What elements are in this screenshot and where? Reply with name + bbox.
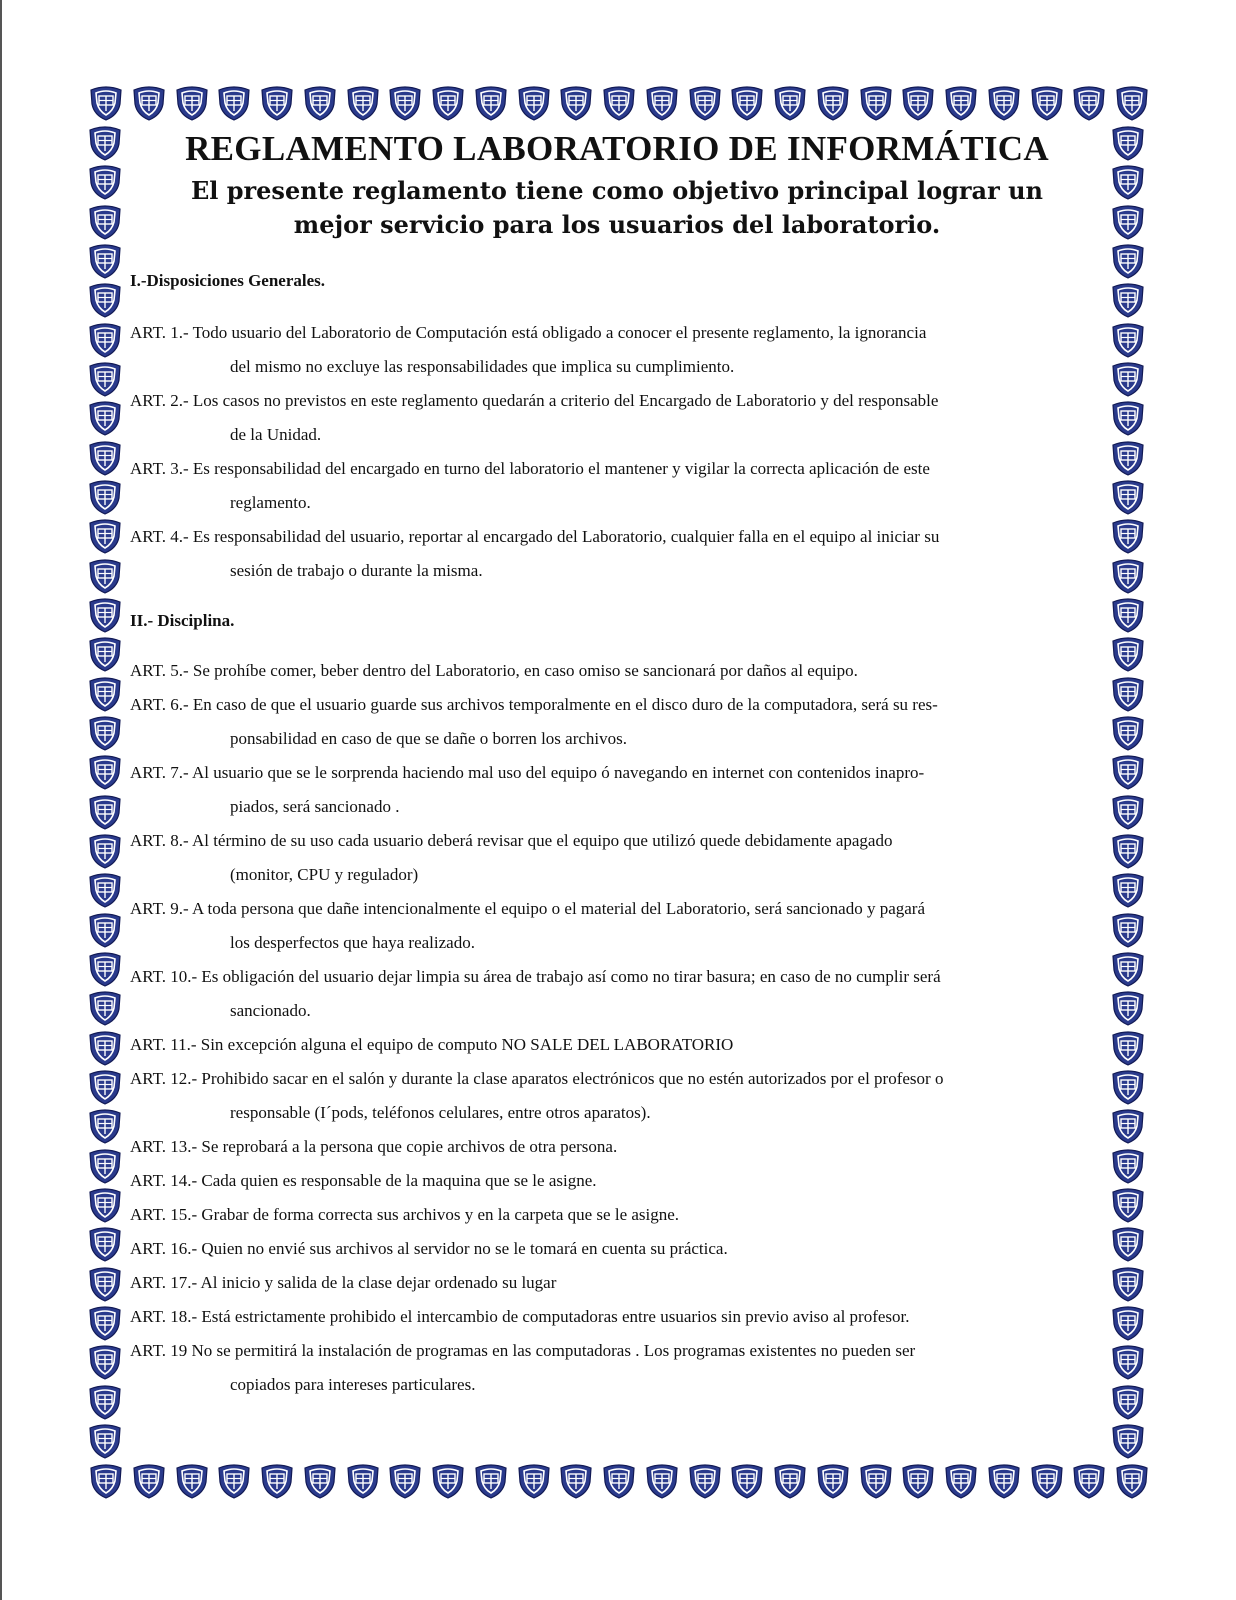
document-body (130, 128, 1104, 1402)
shield-crest-icon (1110, 557, 1146, 595)
article-first-line: ART. 15.- Grabar de forma correcta sus archivos y en la carpeta que se le asigne. (130, 1205, 680, 1224)
shield-crest-icon (858, 84, 894, 122)
section-heading-general: I.-Disposiciones Generales. (130, 271, 326, 290)
shield-crest-icon (986, 84, 1022, 122)
article-item (130, 756, 1104, 824)
shield-crest-icon (87, 989, 123, 1027)
shield-crest-icon (516, 84, 552, 122)
article-first-line: ART. 5.- Se prohíbe comer, beber dentro del Laboratorio, en caso omiso se sancionará por daños al equipo. (130, 661, 858, 680)
shield-crest-icon (1114, 84, 1150, 122)
shield-crest-icon (1110, 1107, 1146, 1145)
shield-crest-icon (87, 675, 123, 713)
article-first-line: ART. 1.- Todo usuario del Laboratorio de Computación está obligado a conocer el presente reglamento, la ignorancia (130, 323, 927, 342)
article-continuation: los desperfectos que haya realizado. (230, 933, 475, 952)
shield-crest-icon (87, 399, 123, 437)
shield-crest-icon (558, 1462, 594, 1500)
shield-crest-icon (87, 793, 123, 831)
shield-crest-icon (729, 84, 765, 122)
shield-crest-icon (1110, 635, 1146, 673)
shield-crest-icon (1071, 84, 1107, 122)
shield-crest-icon (87, 1225, 123, 1263)
section-general-articles (130, 316, 1104, 588)
shield-crest-icon (302, 84, 338, 122)
shield-crest-icon (430, 1462, 466, 1500)
border-left (87, 124, 127, 1460)
page-edge-rule (0, 0, 2, 1600)
shield-crest-icon (1110, 163, 1146, 201)
article-item (130, 1130, 1104, 1164)
shield-crest-icon (473, 84, 509, 122)
shield-crest-icon (87, 871, 123, 909)
article-continuation: responsable (I´pods, teléfonos celulares, entre otros aparatos). (230, 1103, 651, 1122)
article-continuation: copiados para intereses particulares. (230, 1375, 476, 1394)
shield-crest-icon (131, 84, 167, 122)
article-first-line: ART. 7.- Al usuario que se le sorprenda haciendo mal uso del equipo ó navegando en internet con contenidos inapro- (130, 763, 925, 782)
shield-crest-icon (387, 1462, 423, 1500)
shield-crest-icon (87, 163, 123, 201)
article-first-line: ART. 2.- Los casos no previstos en este reglamento quedarán a criterio del Encargado de Laboratorio y del responsable (130, 391, 939, 410)
shield-crest-icon (345, 1462, 381, 1500)
border-bottom (88, 1462, 1150, 1500)
shield-crest-icon (87, 1383, 123, 1421)
article-first-line: ART. 13.- Se reprobará a la persona que copie archivos de otra persona. (130, 1137, 618, 1156)
shield-crest-icon (1110, 281, 1146, 319)
shield-crest-icon (1110, 714, 1146, 752)
section-discipline-articles (130, 654, 1104, 1402)
shield-crest-icon (1029, 1462, 1065, 1500)
shield-crest-icon (131, 1462, 167, 1500)
article-first-line: ART. 9.- A toda persona que dañe intencionalmente el equipo o el material del Laboratorio, será sancionado y pagará (130, 899, 926, 918)
shield-crest-icon (943, 84, 979, 122)
article-continuation: reglamento. (230, 493, 311, 512)
article-continuation: (monitor, CPU y regulador) (230, 865, 419, 884)
document-subtitle: El presente reglamento tiene como objetivo principal lograr un mejor servicio para los usuarios del laboratorio. (190, 176, 1044, 239)
shield-crest-icon (302, 1462, 338, 1500)
article-item (130, 316, 1104, 384)
shield-crest-icon (601, 84, 637, 122)
shield-crest-icon (772, 84, 808, 122)
shield-crest-icon (900, 84, 936, 122)
shield-crest-icon (1071, 1462, 1107, 1500)
article-item (130, 1164, 1104, 1198)
shield-crest-icon (1110, 1068, 1146, 1106)
article-continuation: del mismo no excluye las responsabilidades que implica su cumplimiento. (230, 357, 735, 376)
article-item (130, 452, 1104, 520)
article-continuation: piados, será sancionado . (230, 797, 400, 816)
shield-crest-icon (87, 950, 123, 988)
shield-crest-icon (1110, 439, 1146, 477)
shield-crest-icon (216, 1462, 252, 1500)
article-first-line: ART. 12.- Prohibido sacar en el salón y durante la clase aparatos electrónicos que no estén autorizados por el profesor o (130, 1069, 944, 1088)
shield-crest-icon (900, 1462, 936, 1500)
shield-crest-icon (1110, 360, 1146, 398)
shield-crest-icon (516, 1462, 552, 1500)
shield-crest-icon (87, 1265, 123, 1303)
shield-crest-icon (1110, 242, 1146, 280)
shield-crest-icon (1110, 1029, 1146, 1067)
shield-crest-icon (87, 124, 123, 162)
article-continuation: de la Unidad. (230, 425, 322, 444)
shield-crest-icon (473, 1462, 509, 1500)
shield-crest-icon (1110, 321, 1146, 359)
shield-crest-icon (601, 1462, 637, 1500)
article-item (130, 688, 1104, 756)
shield-crest-icon (87, 1107, 123, 1145)
shield-crest-icon (1110, 596, 1146, 634)
article-first-line: ART. 3.- Es responsabilidad del encargado en turno del laboratorio el mantener y vigilar la correcta aplicación de este (130, 459, 930, 478)
shield-crest-icon (1110, 1265, 1146, 1303)
shield-crest-icon (943, 1462, 979, 1500)
shield-crest-icon (1029, 84, 1065, 122)
article-first-line: ART. 14.- Cada quien es responsable de la maquina que se le asigne. (130, 1171, 597, 1190)
shield-crest-icon (87, 1422, 123, 1460)
article-item (130, 654, 1104, 688)
shield-crest-icon (87, 360, 123, 398)
article-first-line: ART. 17.- Al inicio y salida de la clase dejar ordenado su lugar (130, 1273, 557, 1292)
shield-crest-icon (87, 1147, 123, 1185)
shield-crest-icon (87, 203, 123, 241)
article-continuation: sancionado. (230, 1001, 311, 1020)
shield-crest-icon (1110, 1304, 1146, 1342)
shield-crest-icon (1110, 203, 1146, 241)
article-item (130, 1300, 1104, 1334)
shield-crest-icon (644, 1462, 680, 1500)
article-continuation: sesión de trabajo o durante la misma. (230, 561, 483, 580)
article-first-line: ART. 19 No se permitirá la instalación de programas en las computadoras . Los programas existentes no pueden ser (130, 1341, 916, 1360)
article-item (130, 520, 1104, 588)
shield-crest-icon (558, 84, 594, 122)
shield-crest-icon (644, 84, 680, 122)
article-first-line: ART. 16.- Quien no envié sus archivos al servidor no se le tomará en cuenta su práctica. (130, 1239, 728, 1258)
shield-crest-icon (1114, 1462, 1150, 1500)
shield-crest-icon (88, 1462, 124, 1500)
shield-crest-icon (87, 557, 123, 595)
document-title: REGLAMENTO LABORATORIO DE INFORMÁTICA (185, 129, 1049, 168)
shield-crest-icon (1110, 478, 1146, 516)
article-first-line: ART. 18.- Está estrictamente prohibido el intercambio de computadoras entre usuarios sin previo aviso al profesor. (130, 1307, 910, 1326)
shield-crest-icon (87, 635, 123, 673)
shield-crest-icon (986, 1462, 1022, 1500)
shield-crest-icon (1110, 871, 1146, 909)
shield-crest-icon (1110, 1383, 1146, 1421)
shield-crest-icon (345, 84, 381, 122)
shield-crest-icon (858, 1462, 894, 1500)
shield-crest-icon (1110, 793, 1146, 831)
shield-crest-icon (687, 84, 723, 122)
shield-crest-icon (430, 84, 466, 122)
shield-crest-icon (1110, 517, 1146, 555)
shield-crest-icon (1110, 1147, 1146, 1185)
shield-crest-icon (87, 242, 123, 280)
shield-crest-icon (87, 1304, 123, 1342)
shield-crest-icon (815, 1462, 851, 1500)
shield-crest-icon (259, 84, 295, 122)
shield-crest-icon (1110, 1343, 1146, 1381)
shield-crest-icon (259, 1462, 295, 1500)
shield-crest-icon (1110, 399, 1146, 437)
article-item (130, 824, 1104, 892)
article-first-line: ART. 8.- Al término de su uso cada usuario deberá revisar que el equipo que utilizó quede debidamente apagado (130, 831, 893, 850)
article-first-line: ART. 6.- En caso de que el usuario guarde sus archivos temporalmente en el disco duro de la computadora, será su res- (130, 695, 938, 714)
article-first-line: ART. 10.- Es obligación del usuario dejar limpia su área de trabajo así como no tirar basura; en caso de no cumplir será (130, 967, 941, 986)
shield-crest-icon (174, 84, 210, 122)
shield-crest-icon (87, 753, 123, 791)
shield-crest-icon (1110, 124, 1146, 162)
article-first-line: ART. 11.- Sin excepción alguna el equipo de computo NO SALE DEL LABORATORIO (130, 1035, 734, 1054)
shield-crest-icon (1110, 989, 1146, 1027)
article-item (130, 1232, 1104, 1266)
shield-crest-icon (387, 84, 423, 122)
shield-crest-icon (1110, 1225, 1146, 1263)
article-item (130, 960, 1104, 1028)
article-item (130, 1266, 1104, 1300)
border-right (1110, 124, 1150, 1460)
shield-crest-icon (1110, 1186, 1146, 1224)
shield-crest-icon (1110, 753, 1146, 791)
shield-crest-icon (87, 281, 123, 319)
shield-crest-icon (772, 1462, 808, 1500)
shield-crest-icon (216, 84, 252, 122)
shield-crest-icon (87, 1186, 123, 1224)
border-top (88, 84, 1150, 122)
shield-crest-icon (815, 84, 851, 122)
shield-crest-icon (87, 714, 123, 752)
shield-crest-icon (87, 1343, 123, 1381)
shield-crest-icon (87, 1029, 123, 1067)
shield-crest-icon (87, 517, 123, 555)
shield-crest-icon (1110, 832, 1146, 870)
article-item (130, 1198, 1104, 1232)
shield-crest-icon (87, 1068, 123, 1106)
shield-crest-icon (1110, 1422, 1146, 1460)
shield-crest-icon (87, 321, 123, 359)
shield-crest-icon (87, 439, 123, 477)
shield-crest-icon (87, 478, 123, 516)
shield-crest-icon (87, 911, 123, 949)
shield-crest-icon (1110, 950, 1146, 988)
article-item (130, 1062, 1104, 1130)
shield-crest-icon (87, 596, 123, 634)
shield-crest-icon (88, 84, 124, 122)
article-item (130, 892, 1104, 960)
shield-crest-icon (729, 1462, 765, 1500)
shield-crest-icon (87, 832, 123, 870)
article-item (130, 1334, 1104, 1402)
shield-crest-icon (174, 1462, 210, 1500)
shield-crest-icon (1110, 911, 1146, 949)
article-continuation: ponsabilidad en caso de que se dañe o borren los archivos. (230, 729, 628, 748)
article-item (130, 1028, 1104, 1062)
shield-crest-icon (687, 1462, 723, 1500)
article-first-line: ART. 4.- Es responsabilidad del usuario, reportar al encargado del Laboratorio, cualquier falla en el equipo al iniciar su (130, 527, 940, 546)
section-heading-discipline: II.- Disciplina. (130, 611, 235, 630)
article-item (130, 384, 1104, 452)
shield-crest-icon (1110, 675, 1146, 713)
